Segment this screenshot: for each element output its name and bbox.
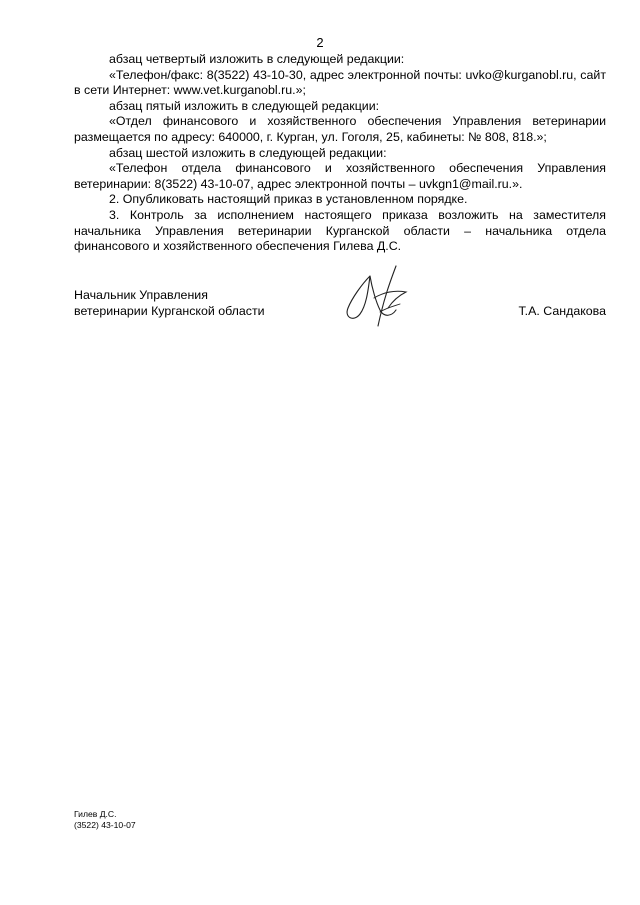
executor-footer [74,809,136,831]
item-2-publish: 2. Опубликовать настоящий приказ в установленном порядке. [109,192,468,207]
handwritten-signature [334,258,424,330]
paragraph-5-text: «Отдел финансового и хозяйственного обеспечения Управления ветеринарии размещается по адресу: 640000, г. Курган, ул. Гоголя, 25, кабинеты: № 808, 818.»; [74,114,606,144]
paragraph-4-instruction: абзац четвертый изложить в следующей редакции: [109,52,405,66]
executor-name: Гилев Д.С. [74,809,117,819]
signatory-title-line1: Начальник Управления [74,288,208,302]
signatory-title-line2: ветеринарии Курганской области [74,303,265,318]
paragraph-5-instruction: абзац пятый изложить в следующей редакции: [109,98,380,113]
item-3-control: 3. Контроль за исполнением настоящего приказа возложить на заместителя начальника Управления ветеринарии Курганской области – начальника отдела финансового и хозяйственного обеспечения Гилева Д.С. [74,207,606,254]
paragraph-6-instruction: абзац шестой изложить в следующей редакции: [109,145,387,160]
executor-phone: (3522) 43-10-07 [74,820,136,830]
paragraph-4-text: «Телефон/факс: 8(3522) 43-10-30, адрес электронной почты: uvko@kurganobl.ru, сайт в сети Интернет: www.vet.kurganobl.ru.»; [74,67,606,98]
signatory-name: Т.А. Сандакова [518,304,606,318]
document-body [74,52,606,255]
signatory-title [74,288,265,319]
paragraph-6-text: «Телефон отдела финансового и хозяйственного обеспечения Управления ветеринарии: 8(3522) 43-10-07, адрес электронной почты – uvkgn1@mail.ru.». [74,161,606,191]
page-number: 2 [316,35,324,50]
